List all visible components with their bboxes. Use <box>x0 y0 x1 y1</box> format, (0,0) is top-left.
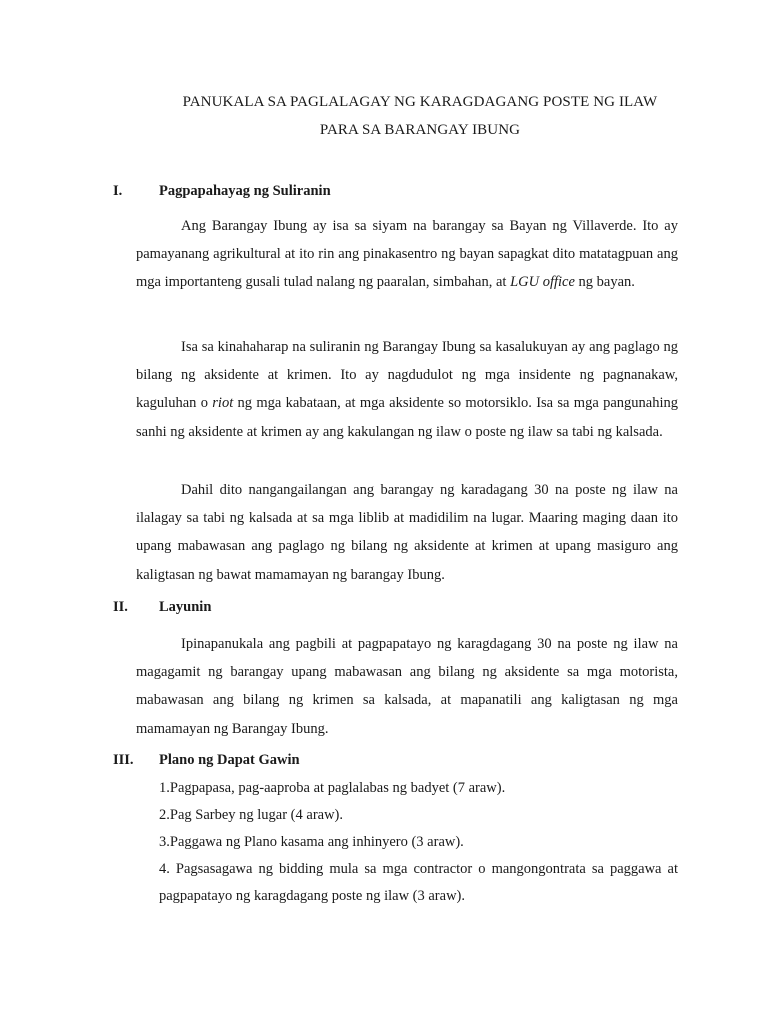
section-1-title: Pagpapahayag ng Suliranin <box>159 183 331 199</box>
section-1-paragraph-2 <box>136 333 678 446</box>
paragraph-text: Ang Barangay Ibung ay isa sa siyam na barangay sa Bayan ng Villaverde. Ito ay pamayanang agrikultural at ito rin ang pinakasentro ng bayan sapagkat dito matatagpuan ang mga importanteng gusali tulad nalang ng paaralan, simbahan, at <box>136 218 678 291</box>
list-item: 4. Pagsasagawa ng bidding mula sa mga contractor o mangongontrata sa paggawa at pagpapatayo ng karagdagang poste ng ilaw (3 araw). <box>159 861 678 904</box>
plan-list <box>159 775 678 910</box>
section-2-title: Layunin <box>159 599 212 615</box>
document-title-line-1: PANUKALA SA PAGLALAGAY NG KARAGDAGANG POSTE NG ILAW <box>182 94 658 110</box>
section-1-number: I. <box>113 183 123 199</box>
paragraph-text: Isa sa kinahaharap na suliranin ng Barangay Ibung sa kasalukuyan ay ang paglago ng bilang ng aksidente at krimen. Ito ay nagdudulot ng mga insidente ng pagnanakaw, kaguluhan o <box>136 339 678 412</box>
paragraph-text: Dahil dito nangangailangan ang barangay ng karadagang 30 na poste ng ilaw na ilalagay sa tabi ng kalsada at sa mga liblib at madidilim na lugar. Maaring maging daan ito upang mabawasan ang paglago ng bilang ng aksidente at krimen at upang masiguro ang kaligtasan ng bawat mamamayan ng barangay Ibung. <box>136 482 678 583</box>
paragraph-text: Ipinapanukala ang pagbili at pagpapatayo ng karagdagang 30 na poste ng ilaw na magagamit ng barangay upang mabawasan ang bilang ng aksidente sa mga motorista, mabawasan ang bilang ng krimen sa kalsada, at mapanatili ang kaligtasan ng mga mamamayan ng Barangay Ibung. <box>136 636 678 737</box>
list-item: 3.Paggawa ng Plano kasama ang inhinyero (3 araw). <box>159 834 464 850</box>
section-1-paragraph-3 <box>136 476 678 589</box>
section-2-paragraph-1 <box>136 630 678 743</box>
section-3-number: III. <box>113 752 134 768</box>
paragraph-text: ng mga kabataan, at mga aksidente so motorsiklo. Isa sa mga pangunahing sanhi ng aksidente at krimen ay ang kakulangan ng ilaw o poste ng ilaw sa tabi ng kalsada. <box>136 395 678 440</box>
section-3-title: Plano ng Dapat Gawin <box>159 752 300 768</box>
section-1-paragraph-1 <box>136 212 678 297</box>
paragraph-italic-term: LGU office <box>510 274 575 291</box>
paragraph-text: ng bayan. <box>574 274 635 291</box>
list-item: 2.Pag Sarbey ng lugar (4 araw). <box>159 807 344 823</box>
paragraph-italic-term: riot <box>212 395 234 412</box>
section-2-number: II. <box>113 599 128 615</box>
list-item: 1.Pagpapasa, pag-aaproba at paglalabas ng badyet (7 araw). <box>159 780 506 796</box>
document-title-line-2: PARA SA BARANGAY IBUNG <box>319 122 521 138</box>
